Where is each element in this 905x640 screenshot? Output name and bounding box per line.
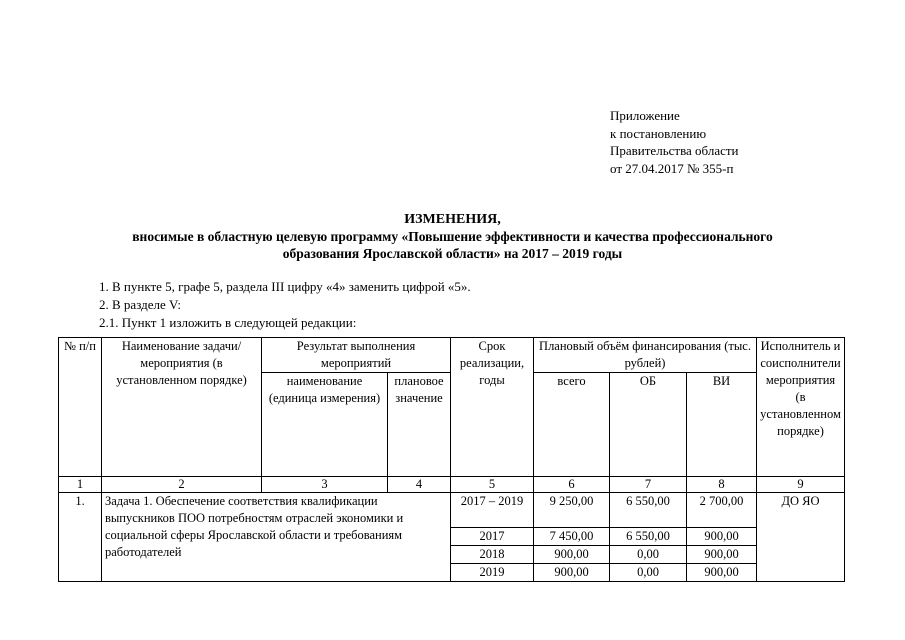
header-num: № п/п [59,338,102,477]
column-number: 3 [262,477,388,493]
row-ob: 0,00 [610,546,687,564]
column-number: 9 [757,477,845,493]
table-row [59,493,845,528]
header-task: Наименование задачи/мероприятия (в установленном порядке) [102,338,262,477]
appendix-line: Правительства области [610,143,739,158]
row-total: 7 450,00 [534,528,610,546]
body-paragraphs [99,278,471,332]
row-num: 1. [59,493,102,582]
appendix-block [610,107,739,177]
header-term: Срок реализации, годы [451,338,534,477]
column-number-row [59,477,845,493]
column-number: 6 [534,477,610,493]
paragraph: 2. В разделе V: [99,297,182,312]
row-vi: 900,00 [687,564,757,582]
row-ob: 0,00 [610,564,687,582]
header-result-group: Результат выполнения мероприятий [262,338,451,373]
appendix-line: от 27.04.2017 № 355-п [610,160,734,176]
row-task: Задача 1. Обеспечение соответствия квалификации выпускников ПОО потребностям отраслей экономики и социальной сферы Ярославской области и требованиям работодателей [102,493,451,582]
row-executor: ДО ЯО [757,493,845,582]
column-number: 8 [687,477,757,493]
column-number: 7 [610,477,687,493]
row-term: 2017 [451,528,534,546]
paragraph: 2.1. Пункт 1 изложить в следующей редакции: [99,315,357,330]
column-number: 4 [388,477,451,493]
header-fin-ob: ОБ [610,373,687,477]
row-term: 2017 – 2019 [451,493,534,528]
header-fin-total: всего [534,373,610,477]
column-number: 2 [102,477,262,493]
row-ob: 6 550,00 [610,493,687,528]
row-vi: 900,00 [687,546,757,564]
appendix-line: Приложение [610,108,680,123]
row-term: 2019 [451,564,534,582]
header-result-value: плановое значение [388,373,451,477]
header-finance-group: Плановый объём финансирования (тыс. рублей) [534,338,757,373]
appendix-line: к постановлению [610,125,707,141]
paragraph: 1. В пункте 5, графе 5, раздела III цифру «4» заменить цифрой «5». [99,279,471,294]
row-term: 2018 [451,546,534,564]
heading-line: образования Ярославской области» на 2017 – 2019 годы [282,246,623,261]
header-result-name: наименование (единица измерения) [262,373,388,477]
header-executor: Исполнитель и соисполнители мероприятия (в установленном порядке) [757,338,845,477]
heading-line: вносимые в областную целевую программу «Повышение эффективности и качества профессионального [132,229,773,244]
header-fin-vi: ВИ [687,373,757,477]
program-table [58,337,845,582]
heading-title: ИЗМЕНЕНИЯ, [404,212,501,227]
column-number: 1 [59,477,102,493]
document-heading [0,211,905,262]
row-vi: 2 700,00 [687,493,757,528]
row-total: 9 250,00 [534,493,610,528]
table-header-row [59,338,845,373]
row-total: 900,00 [534,546,610,564]
row-ob: 6 550,00 [610,528,687,546]
column-number: 5 [451,477,534,493]
row-total: 900,00 [534,564,610,582]
row-vi: 900,00 [687,528,757,546]
